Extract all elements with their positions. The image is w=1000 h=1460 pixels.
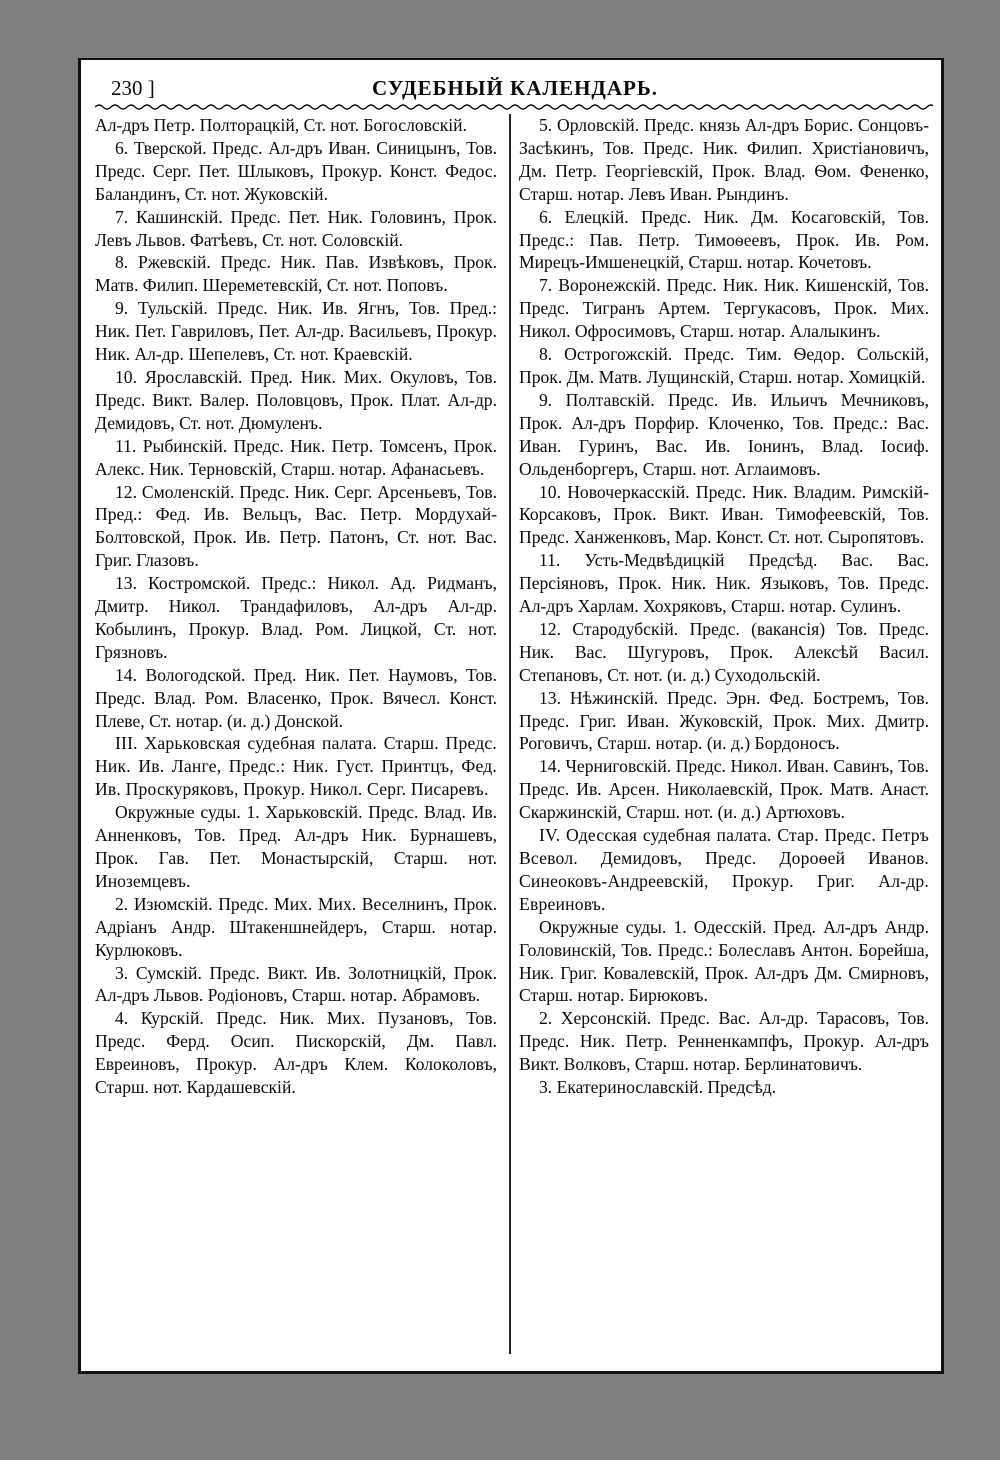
entry-continuation: Ал-дръ Петр. Полторацкій, Ст. нот. Богословскій. (95, 115, 467, 135)
court-entry-chernigov: 14. Черниговскій. Предс. Никол. Иван. Савинъ, Тов. Предс. Ив. Арсен. Николаевскій, Прок. Матв. Анаст. Скаржинскій, Старш. нот. (и. д.) Артюховъ. (519, 756, 929, 823)
court-entry-poltava: 9. Полтавскій. Предс. Ив. Ильичъ Мечниковъ, Прок. Ал-дръ Порфир. Клоченко, Тов. Предс.: Вас. Иван. Гуринъ, Вас. Ив. Іонинъ, Влад. Іосиф. Ольденборгеръ, Старш. нот. Аглаимовъ. (519, 389, 929, 479)
court-entry-ekaterinoslav: 3. Екатеринославскій. Предсѣд. (539, 1077, 777, 1098)
court-entry-tver: 6. Тверской. Предс. Ал-дръ Иван. Синицынъ, Тов. Предс. Серг. Пет. Шлыковъ, Прокур. Конст. Федос. Баландинъ, Ст. нот. Жуковскій. (95, 137, 497, 204)
court-entry-ostrogozhsk: 8. Острогожскій. Предс. Тим. Ѳедор. Сольскій, Прок. Дм. Матв. Лущинскій, Старш. нотар. Хомицкій. (519, 344, 929, 387)
court-entry-ust-medveditsk: 11. Усть-Медвѣдицкій Предсѣд. Вас. Вас. Персіяновъ, Прок. Ник. Ник. Языковъ, Тов. Предс. Ал-дръ Харлам. Хохряковъ, Старш. нотар. Сулинъ. (519, 550, 929, 617)
court-entry-rzhev: 8. Ржевскій. Предс. Ник. Пав. Извѣковъ, Прок. Матв. Филип. Шереметевскій, Ст. нот. Поповъ. (95, 252, 497, 296)
left-column (95, 114, 497, 1099)
court-entry-nezhin: 13. Нѣжинскій. Предс. Эрн. Фед. Бостремъ, Тов. Предс. Григ. Иван. Жуковскій, Прок. Мих. Дмитр. Роговичъ, Старш. нотар. (и. д.) Бордоносъ. (519, 687, 929, 754)
page-number: 230 ] (111, 76, 155, 100)
court-entry-kashin: 7. Кашинскій. Предс. Пет. Ник. Головинъ, Прок. Левъ Львов. Фатѣевъ, Ст. нот. Соловскій. (95, 206, 497, 250)
document-page (78, 58, 944, 1374)
court-entry-izyum: 2. Изюмскій. Предс. Мих. Мих. Веселнинъ, Прок. Адріанъ Андр. Штакеншнейдеръ, Старш. нотар. Курлюковъ. (95, 893, 497, 960)
court-entry-tula: 9. Тульскій. Предс. Ник. Ив. Ягнъ, Тов. Пред.: Ник. Пет. Гавриловъ, Пет. Ал-др. Васильевъ, Прокур. Ник. Ал-др. Шепелевъ, Ст. нот. Краевскій. (95, 298, 497, 365)
court-entry-rybinsk: 11. Рыбинскій. Предс. Ник. Петр. Томсенъ, Прок. Алекс. Ник. Терновскій, Старш. нотар. Афанасьевъ. (95, 435, 497, 479)
court-entry-elets: 6. Елецкій. Предс. Ник. Дм. Косаговскій, Тов. Предс.: Пав. Петр. Тимоѳеевъ, Прок. Ив. Ром. Мирецъ-Имшенецкій, Старш. нотар. Кочетовъ. (519, 206, 929, 273)
court-entry-vologda: 14. Вологодской. Пред. Ник. Пет. Наумовъ, Тов. Предс. Влад. Ром. Власенко, Прок. Вячесл. Конст. Плеве, Ст. нотар. (и. д.) Донской. (95, 664, 497, 731)
court-entry-sumy: 3. Сумскій. Предс. Викт. Ив. Золотницкій, Прок. Ал-дръ Львов. Родіоновъ, Старш. нотар. Абрамовъ. (95, 962, 497, 1006)
court-entry-kherson: 2. Херсонскій. Предс. Вас. Ал-др. Тарасовъ, Тов. Предс. Ник. Петр. Ренненкампфъ, Прокур. Ал-дръ Викт. Волковъ, Старш. нотар. Берлинатовичъ. (519, 1008, 929, 1075)
chamber-entry-kharkov: III. Харьковская судебная палата. Старш. Предс. Ник. Ив. Ланге, Предс.: Ник. Густ. Принтцъ, Фед. Ив. Проскуряковъ, Прокур. Никол. Серг. Писаревъ. (95, 733, 497, 800)
chamber-entry-odessa: IV. Одесская судебная палата. Стар. Предс. Петръ Всевол. Демидовъ, Предс. Дороѳей Иванов. Синеоковъ-Андреевскій, Прокур. Григ. Ал-др. Евреиновъ. (519, 825, 929, 914)
court-entry-starodub: 12. Стародубскій. Предс. (вакансія) Тов. Предс. Ник. Вас. Шугуровъ, Прок. Алексѣй Васил. Степановъ, Ст. нот. (и. д.) Суходольскій. (519, 618, 929, 685)
column-divider (509, 114, 511, 1354)
header-wavy-rule (95, 102, 933, 112)
court-entry-kursk: 4. Курскій. Предс. Ник. Мих. Пузановъ, Тов. Предс. Ферд. Осип. Пискорскій, Дм. Павл. Евреиновъ, Прокур. Ал-дръ Клем. Колоколовъ, Старш. нот. Кардашевскій. (95, 1008, 497, 1098)
right-column (519, 114, 929, 1099)
court-entry-yaroslavl: 10. Ярославскій. Пред. Ник. Мих. Окуловъ, Тов. Предс. Викт. Валер. Половцовъ, Прок. Плат. Ал-др. Демидовъ, Ст. нот. Дюмуленъ. (95, 366, 497, 433)
court-entry-kharkov: Окружные суды. 1. Харьковскій. Предс. Влад. Ив. Анненковъ, Тов. Пред. Ал-дръ Ник. Бурнашевъ, Прок. Гав. Пет. Монастырскій, Старш. нот. Иноземцевъ. (95, 802, 497, 891)
running-title: СУДЕБНЫЙ КАЛЕНДАРЬ. (371, 76, 658, 100)
court-entry-kostroma: 13. Костромской. Предс.: Никол. Ад. Ридманъ, Дмитр. Никол. Трандафиловъ, Ал-дръ Ал-др. Кобылинъ, Прокур. Влад. Ром. Лицкой, Ст. нот. Грязновъ. (95, 573, 497, 662)
court-entry-novocherkassk: 10. Новочеркасскій. Предс. Ник. Владим. Римскій-Корсаковъ, Прок. Викт. Иван. Тимофеевскій, Тов. Предс. Ханженковъ, Мар. Конст. Ст. нот. Сыропятовъ. (519, 481, 929, 548)
court-entry-smolensk: 12. Смоленскій. Предс. Ник. Серг. Арсеньевъ, Тов. Пред.: Фед. Ив. Вельцъ, Вас. Петр. Мордухай-Болтовской, Прок. Ив. Петр. Патонъ, Ст. нот. Вас. Григ. Глазовъ. (95, 481, 497, 571)
court-entry-voronezh: 7. Воронежскій. Предс. Ник. Ник. Кишенскій, Тов. Предс. Тигранъ Артем. Тергукасовъ, Прок. Мих. Никол. Офросимовъ, Старш. нотар. Алалыкинъ. (519, 275, 929, 342)
court-entry-orel: 5. Орловскій. Предс. князь Ал-дръ Борис. Сонцовъ-Засѣкинъ, Тов. Предс. Ник. Филип. Христіановичъ, Дм. Петр. Георгіевскій, Прок. Влад. Ѳом. Фененко, Старш. нотар. Левъ Иван. Рындинъ. (519, 115, 929, 204)
court-entry-odessa: Окружные суды. 1. Одесскій. Пред. Ал-дръ Андр. Головинскій, Тов. Предс.: Болеславъ Антон. Борейша, Ник. Григ. Ковалевскій, Прок. Ал-дръ Дм. Смирновъ, Старш. нотар. Бирюковъ. (519, 916, 929, 1006)
